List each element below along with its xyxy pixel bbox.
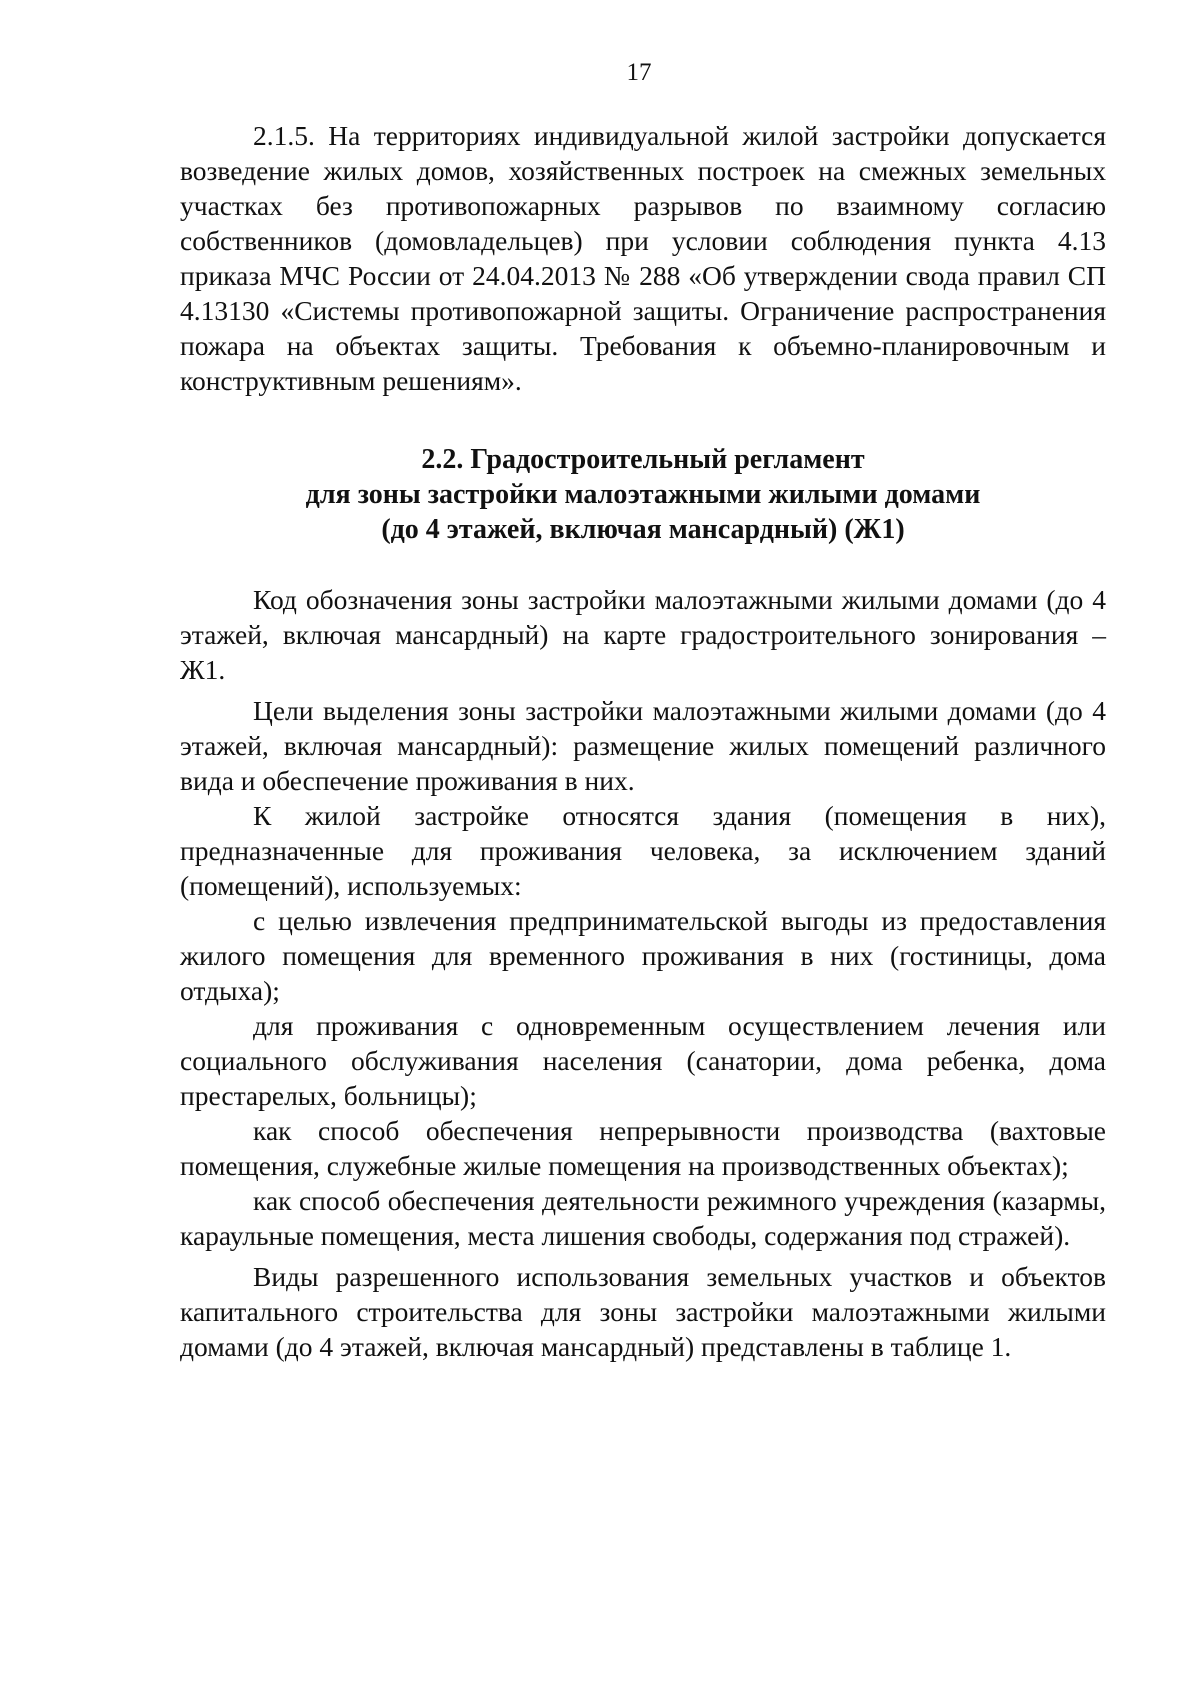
paragraph-zone-code: Код обозначения зоны застройки малоэтажными жилыми домами (до 4 этажей, включая мансардный) на карте градостроительного зонирования – Ж1. <box>180 584 1106 685</box>
paragraph-exclusion-1: с целью извлечения предпринимательской выгоды из предоставления жилого помещения для временного проживания в них (гостиницы, дома отдыха); <box>180 905 1106 1006</box>
section-heading-2-2 <box>180 442 1106 547</box>
heading-line-1: 2.2. Градостроительный регламент <box>421 444 865 475</box>
paragraph-exclusion-2: для проживания с одновременным осуществлением лечения или социального обслуживания населения (санатории, дома ребенка, дома престарелых, больницы); <box>180 1010 1106 1111</box>
heading-line-3: (до 4 этажей, включая мансардный) (Ж1) <box>381 514 905 545</box>
page-content <box>180 118 1106 1364</box>
heading-line-2: для зоны застройки малоэтажными жилыми домами <box>305 479 981 510</box>
paragraph-exclusion-4: как способ обеспечения деятельности режимного учреждения (казармы, караульные помещения, места лишения свободы, содержания под стражей). <box>180 1185 1106 1251</box>
paragraph-permitted-uses: Виды разрешенного использования земельных участков и объектов капитального строительства для зоны застройки малоэтажными жилыми домами (до 4 этажей, включая мансардный) представлены в таблице 1. <box>180 1261 1106 1362</box>
paragraph-zone-goals: Цели выделения зоны застройки малоэтажными жилыми домами (до 4 этажей, включая мансардный): размещение жилых помещений различного вида и обеспечение проживания в них. <box>180 695 1106 796</box>
paragraph-residential-definition: К жилой застройке относятся здания (помещения в них), предназначенные для проживания человека, за исключением зданий (помещений), используемых: <box>180 800 1106 901</box>
paragraph-2-1-5: 2.1.5. На территориях индивидуальной жилой застройки допускается возведение жилых домов, хозяйственных построек на смежных земельных участках без противопожарных разрывов по взаимному согласию собственников (домовладельцев) при условии соблюдения пункта 4.13 приказа МЧС России от 24.04.2013 № 288 «Об утверждении свода правил СП 4.13130 «Системы противопожарной защиты. Ограничение распространения пожара на объектах защиты. Требования к объемно-планировочным и конструктивным решениям». <box>180 120 1106 396</box>
page-number: 17 <box>626 59 652 86</box>
paragraph-exclusion-3: как способ обеспечения непрерывности производства (вахтовые помещения, служебные жилые помещения на производственных объектах); <box>180 1115 1106 1181</box>
zone-description-block <box>180 582 1106 1364</box>
